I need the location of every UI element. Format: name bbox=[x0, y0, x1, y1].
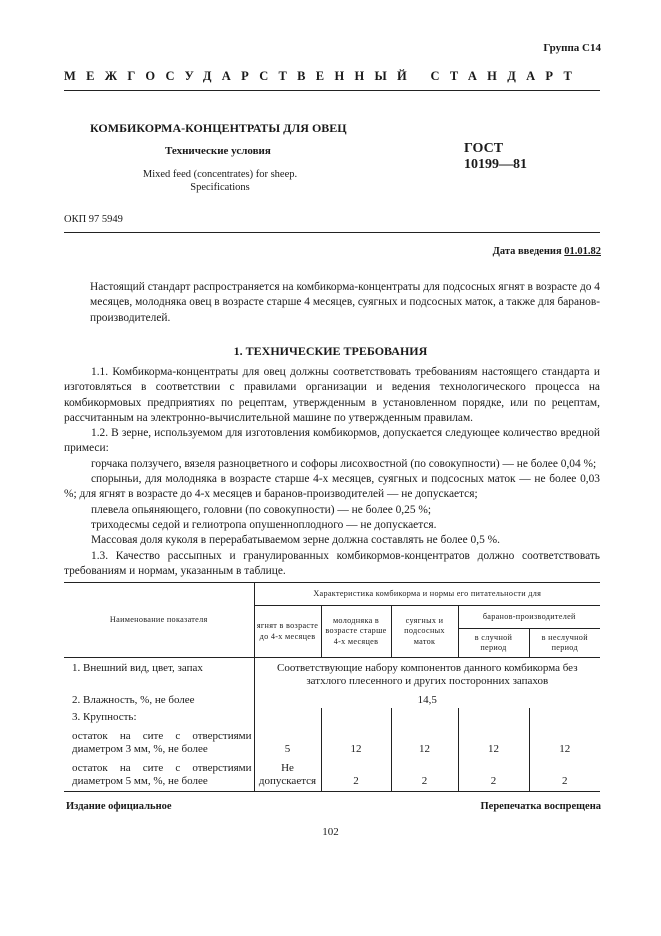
kukol-requirement: Массовая доля куколя в перерабатываемом зерне должна составлять не более 0,5 %. bbox=[91, 534, 500, 547]
row-size-label: 3. Крупность: bbox=[72, 711, 137, 723]
row-sieve5-lambs: Не допускается bbox=[254, 757, 321, 792]
intro-paragraph: Настоящий стандарт распространяется на комбикорма-концентраты для подсосных ягнят в возрасте до 4 месяцев, молодняка овец в возрасте старше 4 месяцев, суягных и подсосных маток, а также для баранов-производителей. bbox=[90, 281, 601, 324]
header-rams: баранов-производителей bbox=[458, 606, 600, 629]
row-sieve5-label: остаток на сите с отверстиями диаметром 5 мм, %, не более bbox=[72, 762, 252, 787]
row-appearance-value: Соответствующие набору компонентов данного комбикорма без затхлого плесенного и других посторонних запахов bbox=[254, 658, 600, 689]
row-sieve5-young: 2 bbox=[321, 757, 391, 792]
row-sieve5-rams-nonbreeding: 2 bbox=[529, 757, 600, 792]
interstate-standard-heading: МЕЖГОСУДАРСТВЕННЫЙ СТАНДАРТ bbox=[64, 69, 583, 83]
section-body bbox=[64, 365, 600, 579]
table-row bbox=[64, 658, 600, 689]
clause-1-1: 1.1. Комбикорма-концентраты для овец должны соответствовать требованиям настоящего стандарта и изготовляться в соответствии с правилами организации и ведения технологического процесса на комбикормовых предприятиях по рецептам, утвержденным в установленном порядке, или по рецептам, рассчитанным на электронно-вычислительной машине по утвержденным правилам. bbox=[64, 366, 600, 424]
table-row bbox=[64, 757, 600, 792]
effective-date-value: 01.01.82 bbox=[564, 246, 601, 257]
row-sieve3-young: 12 bbox=[321, 725, 391, 757]
header-divider bbox=[64, 232, 600, 233]
effective-date bbox=[493, 246, 601, 257]
english-title-line1: Mixed feed (concentrates) for sheep. bbox=[142, 169, 298, 180]
requirements-table bbox=[64, 582, 600, 792]
table-row bbox=[64, 688, 600, 708]
official-edition-note: Издание официальное bbox=[66, 801, 172, 812]
table-row bbox=[64, 708, 600, 725]
header-young-sheep: молодняка в возрасте старше 4-х месяцев bbox=[321, 606, 391, 658]
row-sieve5-ewes: 2 bbox=[391, 757, 458, 792]
row-moisture-value: 14,5 bbox=[254, 688, 600, 708]
effective-date-label: Дата введения bbox=[492, 246, 562, 257]
row-sieve3-label: остаток на сите с отверстиями диаметром 3 мм, %, не более bbox=[72, 730, 252, 755]
harmful-impurity-gorchak: горчака ползучего, вязеля разноцветного и софоры лисохвостной (по совокупности) — не более 0,04 %; bbox=[91, 457, 597, 470]
row-sieve3-rams-breeding: 12 bbox=[458, 725, 529, 757]
gost-designation bbox=[464, 141, 527, 173]
row-sieve5-rams-breeding: 2 bbox=[458, 757, 529, 792]
document-subtitle: Технические условия bbox=[165, 145, 271, 157]
harmful-impurity-plevel: плевела опьяняющего, головни (по совокупности) — не более 0,25 %; bbox=[91, 503, 432, 516]
header-indicator-name: Наименование показателя bbox=[64, 583, 254, 658]
row-moisture-label: 2. Влажность, %, не более bbox=[72, 694, 195, 706]
clause-1-2: 1.2. В зерне, используемом для изготовления комбикормов, допускается следующее количество вредной примеси: bbox=[64, 427, 600, 455]
row-sieve3-lambs: 5 bbox=[254, 725, 321, 757]
clause-1-3: 1.3. Качество рассыпных и гранулированных комбикормов-концентратов должно соответствовать требованиям и нормам, указанным в таблице. bbox=[64, 549, 600, 577]
document-title: КОМБИКОРМА-КОНЦЕНТРАТЫ ДЛЯ ОВЕЦ bbox=[90, 121, 347, 135]
okp-code: ОКП 97 5949 bbox=[64, 214, 123, 225]
harmful-impurity-sporynya: спорыньи, для молодняка в возрасте старше 4-х месяцев, суягных и подсосных маток — не более 0,03 %; для ягнят в возрасте до 4-х месяцев и баранов-производителей — не допускается; bbox=[64, 473, 600, 501]
harmful-impurity-trihodesma: триходесмы седой и гелиотропа опушенноплодного — не допускается. bbox=[91, 518, 437, 531]
header-characteristics: Характеристика комбикорма и нормы его питательности для bbox=[254, 583, 600, 606]
gost-label: ГОСТ bbox=[464, 141, 504, 156]
top-divider bbox=[64, 90, 600, 91]
gost-number: 10199—81 bbox=[464, 157, 527, 172]
reprint-prohibited-note: Перепечатка воспрещена bbox=[480, 801, 601, 812]
row-sieve3-ewes: 12 bbox=[391, 725, 458, 757]
header-lambs: ягнят в возрасте до 4-х месяцев bbox=[254, 606, 321, 658]
section-heading: 1. ТЕХНИЧЕСКИЕ ТРЕБОВАНИЯ bbox=[233, 344, 428, 358]
row-appearance-label: 1. Внешний вид, цвет, запах bbox=[72, 662, 203, 674]
english-title-line2: Specifications bbox=[190, 182, 250, 193]
table-row bbox=[64, 725, 600, 757]
page-number: 102 bbox=[322, 826, 339, 838]
header-rams-breeding: в случной период bbox=[458, 629, 529, 658]
english-title bbox=[120, 168, 320, 194]
header-rams-nonbreeding: в неслучной период bbox=[529, 629, 600, 658]
header-ewes: суягных и подсосных маток bbox=[391, 606, 458, 658]
group-code: Группа С14 bbox=[543, 42, 601, 54]
row-sieve3-rams-nonbreeding: 12 bbox=[529, 725, 600, 757]
